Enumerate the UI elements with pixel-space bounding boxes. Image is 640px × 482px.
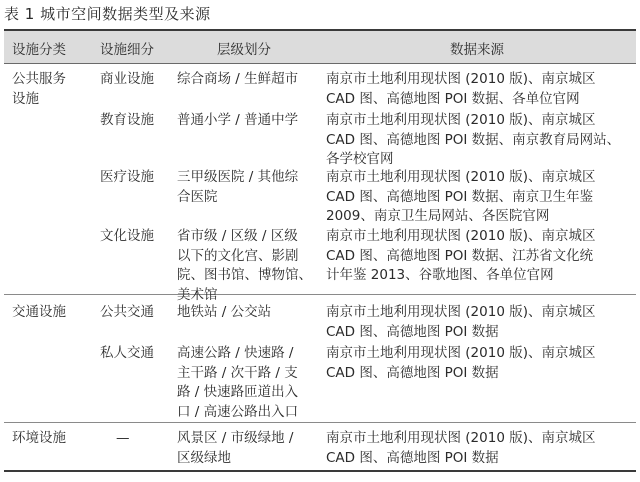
source-text: 2009、南京卫生局网站、各医院官网 — [326, 208, 550, 224]
header-source: 数据来源 — [450, 42, 504, 58]
level-text: 区级绿地 — [177, 449, 231, 466]
level-text: 口 / 高速公路出入口 — [177, 403, 299, 420]
level-cell — [177, 168, 317, 207]
source-text: 各学校官网 — [326, 151, 394, 167]
source-cell — [326, 168, 632, 227]
level-text: 高速公路 / 快速路 / — [177, 345, 294, 361]
source-text: CAD 图、高德地图 POI 数据、南京卫生年鉴 — [326, 188, 594, 205]
level-cell — [177, 429, 317, 468]
source-cell — [326, 303, 632, 342]
source-text: 南京市土地利用现状图 (2010 版)、南京城区 — [326, 345, 596, 361]
level-cell — [177, 227, 317, 305]
source-text: 南京市土地利用现状图 (2010 版)、南京城区 — [326, 228, 596, 244]
source-text: 计年鉴 2013、谷歌地图、各单位官网 — [326, 267, 554, 283]
level-cell — [177, 111, 317, 131]
source-cell — [326, 111, 632, 170]
source-text: 南京市土地利用现状图 (2010 版)、南京城区 — [326, 304, 596, 320]
subcategory-cell: 文化设施 — [100, 228, 154, 244]
source-text: 南京市土地利用现状图 (2010 版)、南京城区 — [326, 169, 596, 185]
level-cell — [177, 303, 317, 323]
source-text: 南京市土地利用现状图 (2010 版)、南京城区 — [326, 112, 596, 128]
source-cell — [326, 70, 632, 109]
category-text: 交通设施 — [12, 304, 66, 320]
source-text: CAD 图、高德地图 POI 数据 — [326, 323, 499, 340]
source-text: CAD 图、高德地图 POI 数据、江苏省文化统 — [326, 247, 594, 264]
level-text: 以下的文化宫、影剧 — [177, 247, 299, 264]
level-text: 美术馆 — [177, 286, 218, 303]
source-cell — [326, 227, 632, 286]
category-text: 环境设施 — [12, 430, 66, 446]
category-cell — [12, 429, 92, 449]
source-text: CAD 图、高德地图 POI 数据、南京教育局网站、 — [326, 131, 621, 148]
header-subcategory: 设施细分 — [100, 42, 154, 58]
source-cell — [326, 429, 632, 468]
data-table — [4, 29, 636, 472]
category-text: 公共服务 — [12, 71, 66, 87]
level-text: 风景区 / 市级绿地 / — [177, 430, 294, 446]
subcategory-cell: 公共交通 — [100, 304, 154, 320]
level-cell — [177, 70, 317, 90]
level-text: 省市级 / 区级 / 区级 — [177, 228, 298, 244]
subcategory-cell: — — [116, 430, 130, 446]
level-text: 地铁站 / 公交站 — [177, 304, 272, 320]
source-text: CAD 图、高德地图 POI 数据、各单位官网 — [326, 90, 580, 107]
header-level: 层级划分 — [217, 42, 271, 58]
category-cell — [12, 303, 92, 323]
table-group-environment — [4, 423, 636, 470]
table-group-public-service — [4, 64, 636, 303]
source-cell — [326, 344, 632, 383]
header-category: 设施分类 — [12, 42, 66, 58]
level-text: 路 / 快速路匝道出入 — [177, 384, 299, 400]
subcategory-cell: 教育设施 — [100, 112, 154, 128]
level-text: 普通小学 / 普通中学 — [177, 112, 299, 128]
subcategory-cell: 私人交通 — [100, 345, 154, 361]
subcategory-cell: 医疗设施 — [100, 169, 154, 185]
table-caption: 表 1 城市空间数据类型及来源 — [4, 5, 211, 23]
source-text: 南京市土地利用现状图 (2010 版)、南京城区 — [326, 71, 596, 87]
level-text: 院、图书馆、博物馆、 — [177, 267, 312, 283]
category-text: 设施 — [12, 90, 39, 107]
level-text: 综合商场 / 生鲜超市 — [177, 71, 299, 87]
category-cell — [12, 70, 92, 109]
level-text: 合医院 — [177, 188, 218, 205]
source-text: 南京市土地利用现状图 (2010 版)、南京城区 — [326, 430, 596, 446]
table-group-transport — [4, 295, 636, 423]
level-cell — [177, 344, 317, 422]
level-text: 三甲级医院 / 其他综 — [177, 169, 299, 185]
source-text: CAD 图、高德地图 POI 数据 — [326, 449, 499, 466]
table-header-row — [4, 31, 636, 64]
source-text: CAD 图、高德地图 POI 数据 — [326, 364, 499, 381]
subcategory-cell: 商业设施 — [100, 71, 154, 87]
level-text: 主干路 / 次干路 / 支 — [177, 364, 298, 381]
